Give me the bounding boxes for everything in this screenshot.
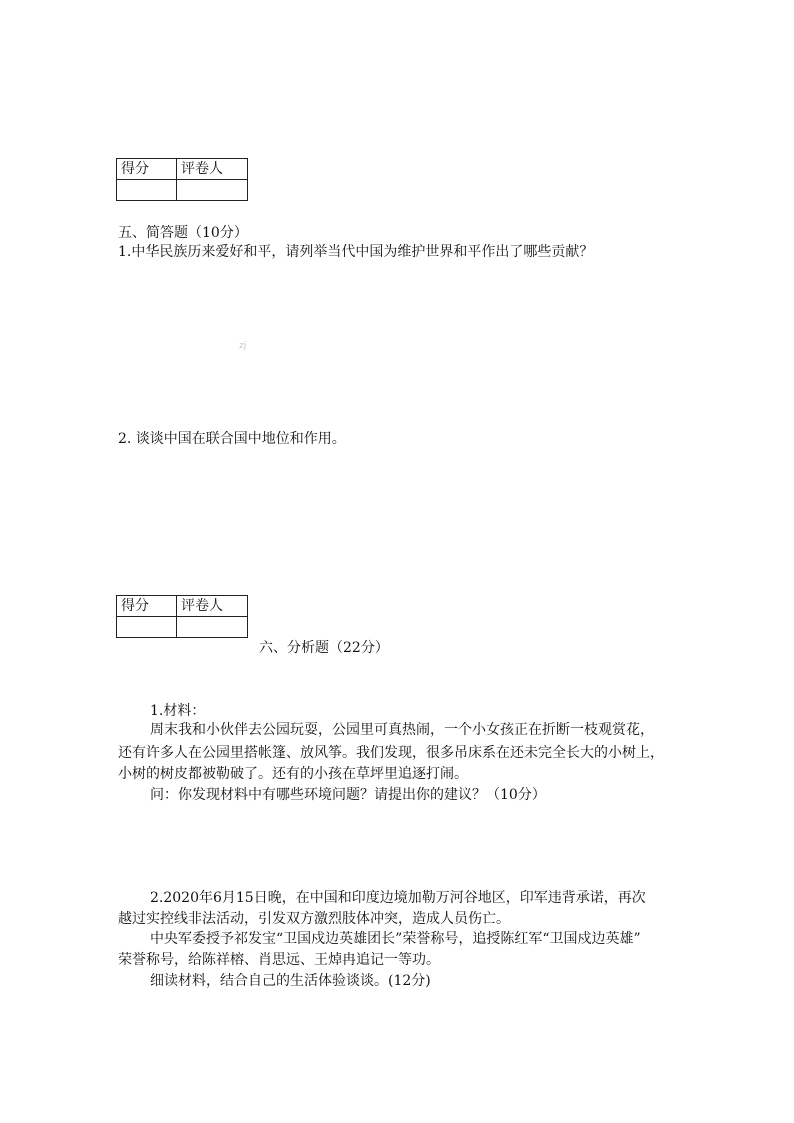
score-table-2 — [116, 595, 248, 638]
score-table-1 — [116, 158, 248, 201]
score-cell[interactable] — [117, 180, 177, 201]
section6-q2-line: 中央军委授予祁发宝“卫国戍边英雄团长”荣誉称号，追授陈红军“卫国戍边英雄” — [150, 931, 641, 947]
section6-q1-question: 问：你发现材料中有哪些环境问题？请提出你的建议？（10分） — [150, 787, 546, 803]
grader-header: 评卷人 — [177, 596, 248, 617]
grader-header: 评卷人 — [177, 159, 248, 180]
section6-q1-label: 1.材料： — [150, 703, 206, 719]
score-header: 得分 — [117, 159, 177, 180]
section6-q2-line: 细读材料，结合自己的生活体验谈谈。(12分) — [150, 973, 431, 989]
section5-question-2: 2. 谈谈中国在联合国中地位和作用。 — [118, 431, 346, 447]
grader-cell[interactable] — [177, 180, 248, 201]
section6-q2-line: 越过实控线非法活动，引发双方激烈肢体冲突，造成人员伤亡。 — [118, 911, 510, 927]
section6-q2-line: 荣誉称号，给陈祥榕、肖思远、王焯冉追记一等功。 — [118, 952, 440, 968]
section6-title: 六、分析题（22分） — [259, 640, 389, 656]
section6-q1-material-line: 周末我和小伙伴去公园玩耍，公园里可真热闹，一个小女孩正在折断一枝观赏花， — [150, 722, 654, 738]
section5-title: 五、简答题（10分） — [118, 225, 248, 241]
section5-question-1: 1.中华民族历来爱好和平，请列举当代中国为维护世界和平作出了哪些贡献？ — [118, 244, 594, 260]
score-header: 得分 — [117, 596, 177, 617]
watermark-text: zj — [239, 341, 247, 351]
section6-q1-material-line: 还有许多人在公园里搭帐篷、放风筝。我们发现，很多吊床系在还未完全长大的小树上， — [118, 745, 664, 761]
section6-q1-material-line: 小树的树皮都被勒破了。还有的小孩在草坪里追逐打闹。 — [118, 766, 468, 782]
section6-q2-line: 2.2020年6月15日晚，在中国和印度边境加勒万河谷地区，印军违背承诺，再次 — [150, 890, 646, 906]
grader-cell[interactable] — [177, 617, 248, 638]
score-cell[interactable] — [117, 617, 177, 638]
